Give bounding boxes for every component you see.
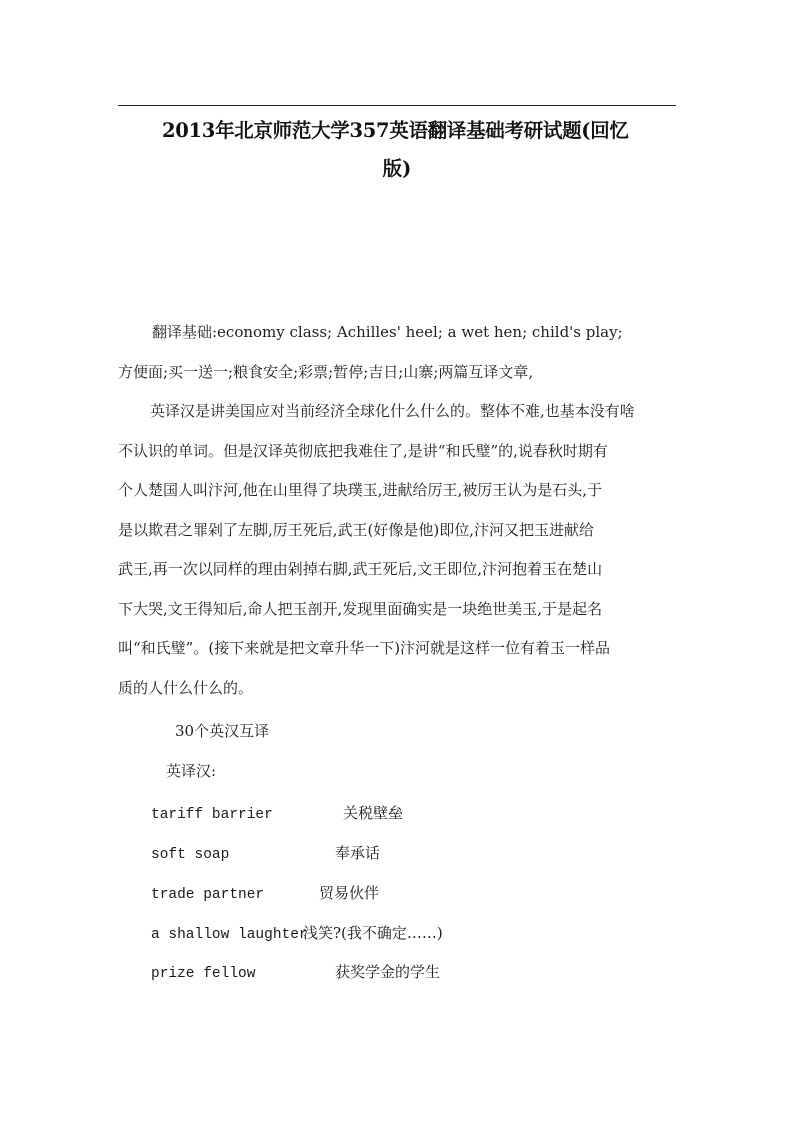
vocab-row (151, 961, 441, 983)
vocab-english: soft soap (151, 847, 230, 863)
passage-line: 是以欺君之罪剁了左脚,厉王死后,武王(好像是他)即位,汴河又把玉进献给 (118, 520, 595, 539)
vocab-english: tariff barrier (151, 807, 273, 823)
vocab-chinese: 获奖学金的学生 (335, 963, 441, 981)
header-rule (118, 105, 676, 106)
vocab-chinese: 浅笑?(我不确定……) (303, 924, 443, 942)
title-line-1: 2013年北京师范大学357英语翻译基础考研试题(回忆 (162, 119, 629, 142)
passage-line: 下大哭,文王得知后,命人把玉剖开,发现里面确实是一块绝世美玉,于是起名 (118, 599, 603, 618)
passage-line: 不认识的单词。但是汉译英彻底把我难住了,是讲“和氏璧”的,说春秋时期有 (118, 441, 608, 460)
vocab-chinese: 关税壁垒 (343, 804, 404, 822)
vocab-chinese: 奉承话 (335, 844, 381, 862)
title-line-2: 版) (382, 157, 412, 180)
vocab-english: prize fellow (151, 966, 256, 982)
passage-paragraph (118, 392, 676, 708)
vocab-english: a shallow laughter (151, 927, 308, 943)
vocab-row (151, 922, 443, 944)
basics-paragraph (118, 313, 676, 392)
passage-line: 叫“和氏璧”。(接下来就是把文章升华一下)汴河就是这样一位有着玉一样品 (118, 639, 611, 657)
vocab-row (151, 842, 381, 864)
vocab-row (151, 802, 404, 824)
vocab-chinese: 贸易伙伴 (319, 884, 380, 902)
section-heading: 30个英汉互译 (175, 722, 270, 740)
vocab-row (151, 882, 380, 904)
document-title (118, 112, 676, 188)
vocab-english: trade partner (151, 887, 265, 903)
basics-line-1: 翻译基础:economy class; Achilles' heel; a wet hen; child's play; (152, 323, 623, 341)
passage-line: 英译汉是讲美国应对当前经济全球化什么什么的。整体不难,也基本没有啥 (150, 402, 635, 420)
passage-line: 个人楚国人叫汴河,他在山里得了块璞玉,进献给厉王,被厉王认为是石头,于 (118, 481, 603, 499)
subsection-heading: 英译汉: (166, 762, 217, 780)
basics-line-2: 方便面;买一送一;粮食安全;彩票;暂停;吉日;山寨;两篇互译文章, (118, 362, 534, 381)
passage-line: 武王,再一次以同样的理由剁掉右脚,武王死后,文王即位,汴河抱着玉在楚山 (118, 560, 603, 578)
passage-line: 质的人什么什么的。 (118, 678, 254, 697)
